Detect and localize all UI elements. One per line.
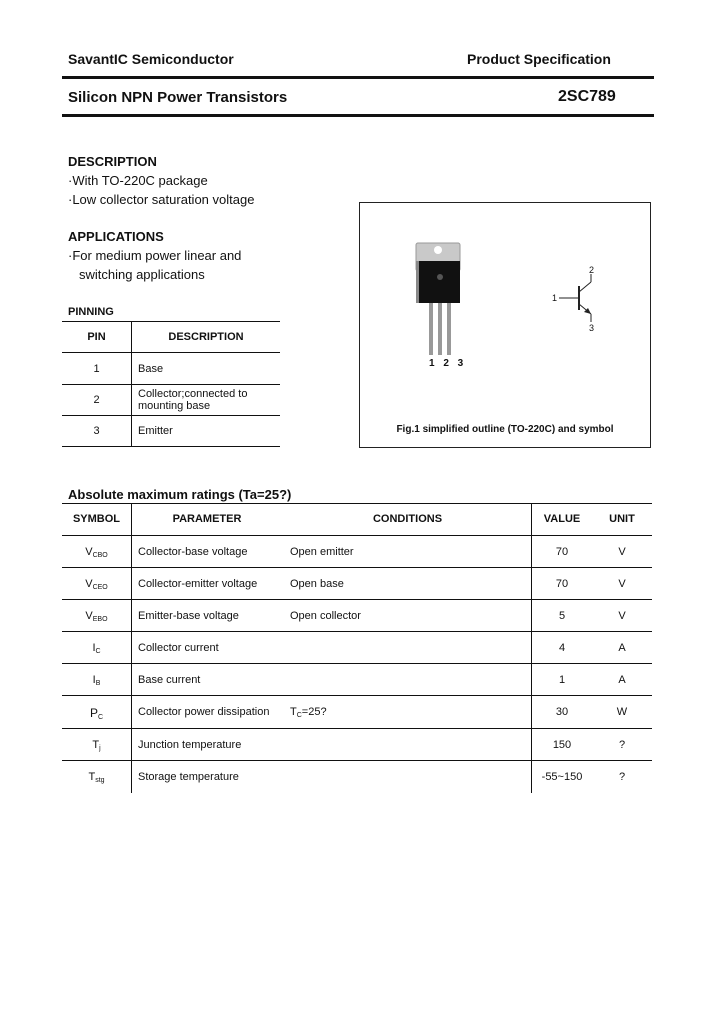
- pinning-rule: [62, 384, 280, 385]
- ratings-rule: [62, 695, 652, 696]
- rating-symbol: $V_{EBO}$: [85, 610, 108, 623]
- symbol-pin-label: 3: [589, 323, 595, 333]
- rating-parameter: Collector-emitter voltage: [138, 578, 258, 590]
- rating-value: 70: [555, 578, 569, 590]
- rating-condition: $T_C=25$?: [290, 706, 327, 719]
- applications-line: switching applications: [79, 267, 205, 282]
- ratings-col-divider: [131, 503, 132, 793]
- document-type: Product Specification: [467, 51, 611, 67]
- rating-symbol: $T_{stg}$: [88, 771, 105, 784]
- symbol-pin-label: 1: [552, 293, 558, 303]
- ratings-rule: [62, 760, 652, 761]
- ratings-col-value: VALUE: [543, 513, 581, 525]
- ratings-col-symbol: SYMBOL: [72, 513, 121, 525]
- description-heading: DESCRIPTION: [68, 154, 157, 169]
- ratings-col-conditions: CONDITIONS: [372, 513, 443, 525]
- rating-value: 4: [558, 642, 566, 654]
- pinning-rule: [62, 352, 280, 353]
- pinning-rule: [62, 415, 280, 416]
- rating-unit: ?: [618, 739, 626, 751]
- pinning-rule: [62, 321, 280, 322]
- rating-unit: ?: [618, 771, 626, 783]
- description-item: ·Low collector saturation voltage: [68, 192, 255, 207]
- part-number: 2SC789: [558, 88, 616, 105]
- rating-parameter: Collector current: [138, 642, 219, 654]
- rating-unit: A: [618, 674, 626, 686]
- rating-symbol: $I_B$: [92, 674, 101, 687]
- rating-unit: W: [616, 706, 628, 718]
- ratings-col-parameter: PARAMETER: [172, 513, 242, 525]
- ratings-rule: [62, 728, 652, 729]
- pin-description: Emitter: [138, 425, 173, 437]
- header-rule-bottom: [62, 114, 654, 117]
- rating-value: 5: [558, 610, 566, 622]
- figure-caption: Fig.1 simplified outline (TO-220C) and symbol: [396, 424, 614, 435]
- figure-box: [359, 202, 651, 448]
- rating-parameter: Collector-base voltage: [138, 546, 248, 558]
- pinning-heading: PINNING: [68, 306, 114, 318]
- rating-unit: V: [618, 610, 626, 622]
- rating-symbol: $P_C$: [89, 706, 104, 721]
- rating-value: 150: [552, 739, 572, 751]
- rating-value: -55~150: [541, 771, 583, 783]
- rating-value: 1: [558, 674, 566, 686]
- pinning-col-pin: PIN: [87, 331, 106, 343]
- pin-description: Base: [138, 363, 164, 375]
- company-name: SavantIC Semiconductor: [68, 51, 234, 67]
- pin-description-cont: mounting base: [138, 400, 211, 412]
- ratings-rule: [62, 503, 652, 504]
- rating-condition: Open emitter: [290, 546, 354, 558]
- rating-symbol: $V_{CEO}$: [85, 578, 108, 591]
- rating-condition: Open collector: [290, 610, 361, 622]
- header-rule-top: [62, 76, 654, 79]
- rating-unit: V: [618, 578, 626, 590]
- ratings-rule: [62, 535, 652, 536]
- package-pin-labels: 1 2 3: [429, 358, 467, 369]
- ratings-rule: [62, 631, 652, 632]
- applications-line: ·For medium power linear and: [68, 248, 242, 263]
- rating-parameter: Collector power dissipation: [138, 706, 270, 718]
- product-line: Silicon NPN Power Transistors: [68, 89, 288, 106]
- ratings-col-unit: UNIT: [609, 513, 635, 525]
- rating-unit: V: [618, 546, 626, 558]
- rating-parameter: Base current: [138, 674, 201, 686]
- pin-number: 2: [93, 394, 100, 406]
- rating-unit: A: [618, 642, 626, 654]
- description-item: ·With TO-220C package: [68, 173, 208, 188]
- applications-heading: APPLICATIONS: [68, 229, 164, 244]
- rating-parameter: Junction temperature: [138, 739, 242, 751]
- rating-value: 70: [555, 546, 569, 558]
- pin-description: Collector;connected to: [138, 388, 248, 400]
- rating-parameter: Storage temperature: [138, 771, 239, 783]
- rating-value: 30: [555, 706, 569, 718]
- ratings-rule: [62, 599, 652, 600]
- rating-symbol: $T_j$: [92, 739, 101, 752]
- ratings-rule: [62, 663, 652, 664]
- rating-parameter: Emitter-base voltage: [138, 610, 239, 622]
- pinning-rule: [62, 446, 280, 447]
- ratings-heading: Absolute maximum ratings (Ta=25?): [68, 487, 292, 502]
- symbol-pin-label: 2: [589, 265, 595, 275]
- rating-symbol: $I_C$: [92, 642, 101, 655]
- npn-transistor-symbol-icon: [555, 258, 635, 338]
- pin-number: 1: [93, 363, 100, 375]
- pin-number: 3: [93, 425, 100, 437]
- rating-condition: Open base: [290, 578, 344, 590]
- pinning-col-description: DESCRIPTION: [168, 331, 244, 343]
- ratings-rule: [62, 567, 652, 568]
- rating-symbol: $V_{CBO}$: [85, 546, 108, 559]
